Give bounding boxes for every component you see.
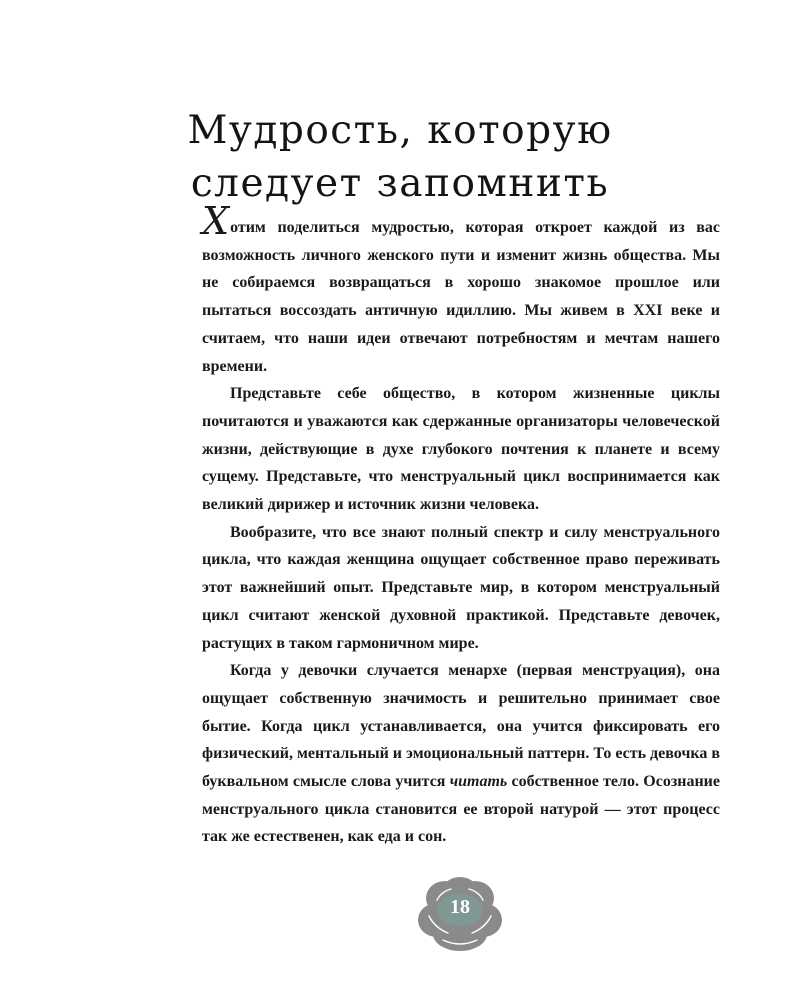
paragraph-1 bbox=[202, 199, 720, 380]
paragraph-2: Представьте себе общество, в котором жизненные циклы почитаются и уважаются как сдержанные организаторы человеческой жизни, действующие в духе глубокого почтения к планете и всему сущему. Представьте, что менструальный цикл воспринимается как великий дирижер и источник жизни человека. bbox=[202, 385, 720, 514]
chapter-title bbox=[0, 104, 800, 210]
paragraph-4-emphasis: читать bbox=[449, 773, 508, 791]
paragraph-3: Вообразите, что все знают полный спектр и силу менструального цикла, что каждая женщина ощущает собственное право переживать этот важнейший опыт. Представьте мир, в котором менструальный цикл считают женской духовной практикой. Представьте девочек, растущих в таком гармоничном мире. bbox=[202, 523, 720, 652]
paragraph-4-text-start: Когда у девочки случается менархе (первая менструация), она ощущает собственную значимость и решительно принимает свое бытие. Когда цикл устанавливается, она учится фиксировать его физический, ментальный и эмоциональный паттерн. То есть девочка в буквальном смысле слова учится bbox=[202, 662, 721, 791]
body-text bbox=[202, 199, 721, 851]
drop-cap: Х bbox=[202, 199, 230, 243]
paragraph-4 bbox=[202, 657, 720, 851]
chapter-title-line-1: Мудрость, которую bbox=[187, 108, 613, 153]
page-number: 18 bbox=[450, 896, 470, 918]
paragraph-4-text-end: собственное тело. Осознание менструального цикла становится ее второй натурой — этот процесс так же естественен, как еда и сон. bbox=[202, 773, 721, 846]
page-number-badge bbox=[415, 876, 505, 954]
paragraph-1-text: отим поделиться мудростью, которая откроет каждой из вас возможность личного женского пути и изменит жизнь общества. Мы не собираемся возвращаться в хорошо знакомое прошлое или пытаться воссоздать античную идиллию. Мы живем в XXI веке и считаем, что наши идеи отвечают потребностям и мечтам нашего времени. bbox=[202, 219, 720, 375]
chapter-title-line-2: следует запомнить bbox=[190, 161, 610, 206]
